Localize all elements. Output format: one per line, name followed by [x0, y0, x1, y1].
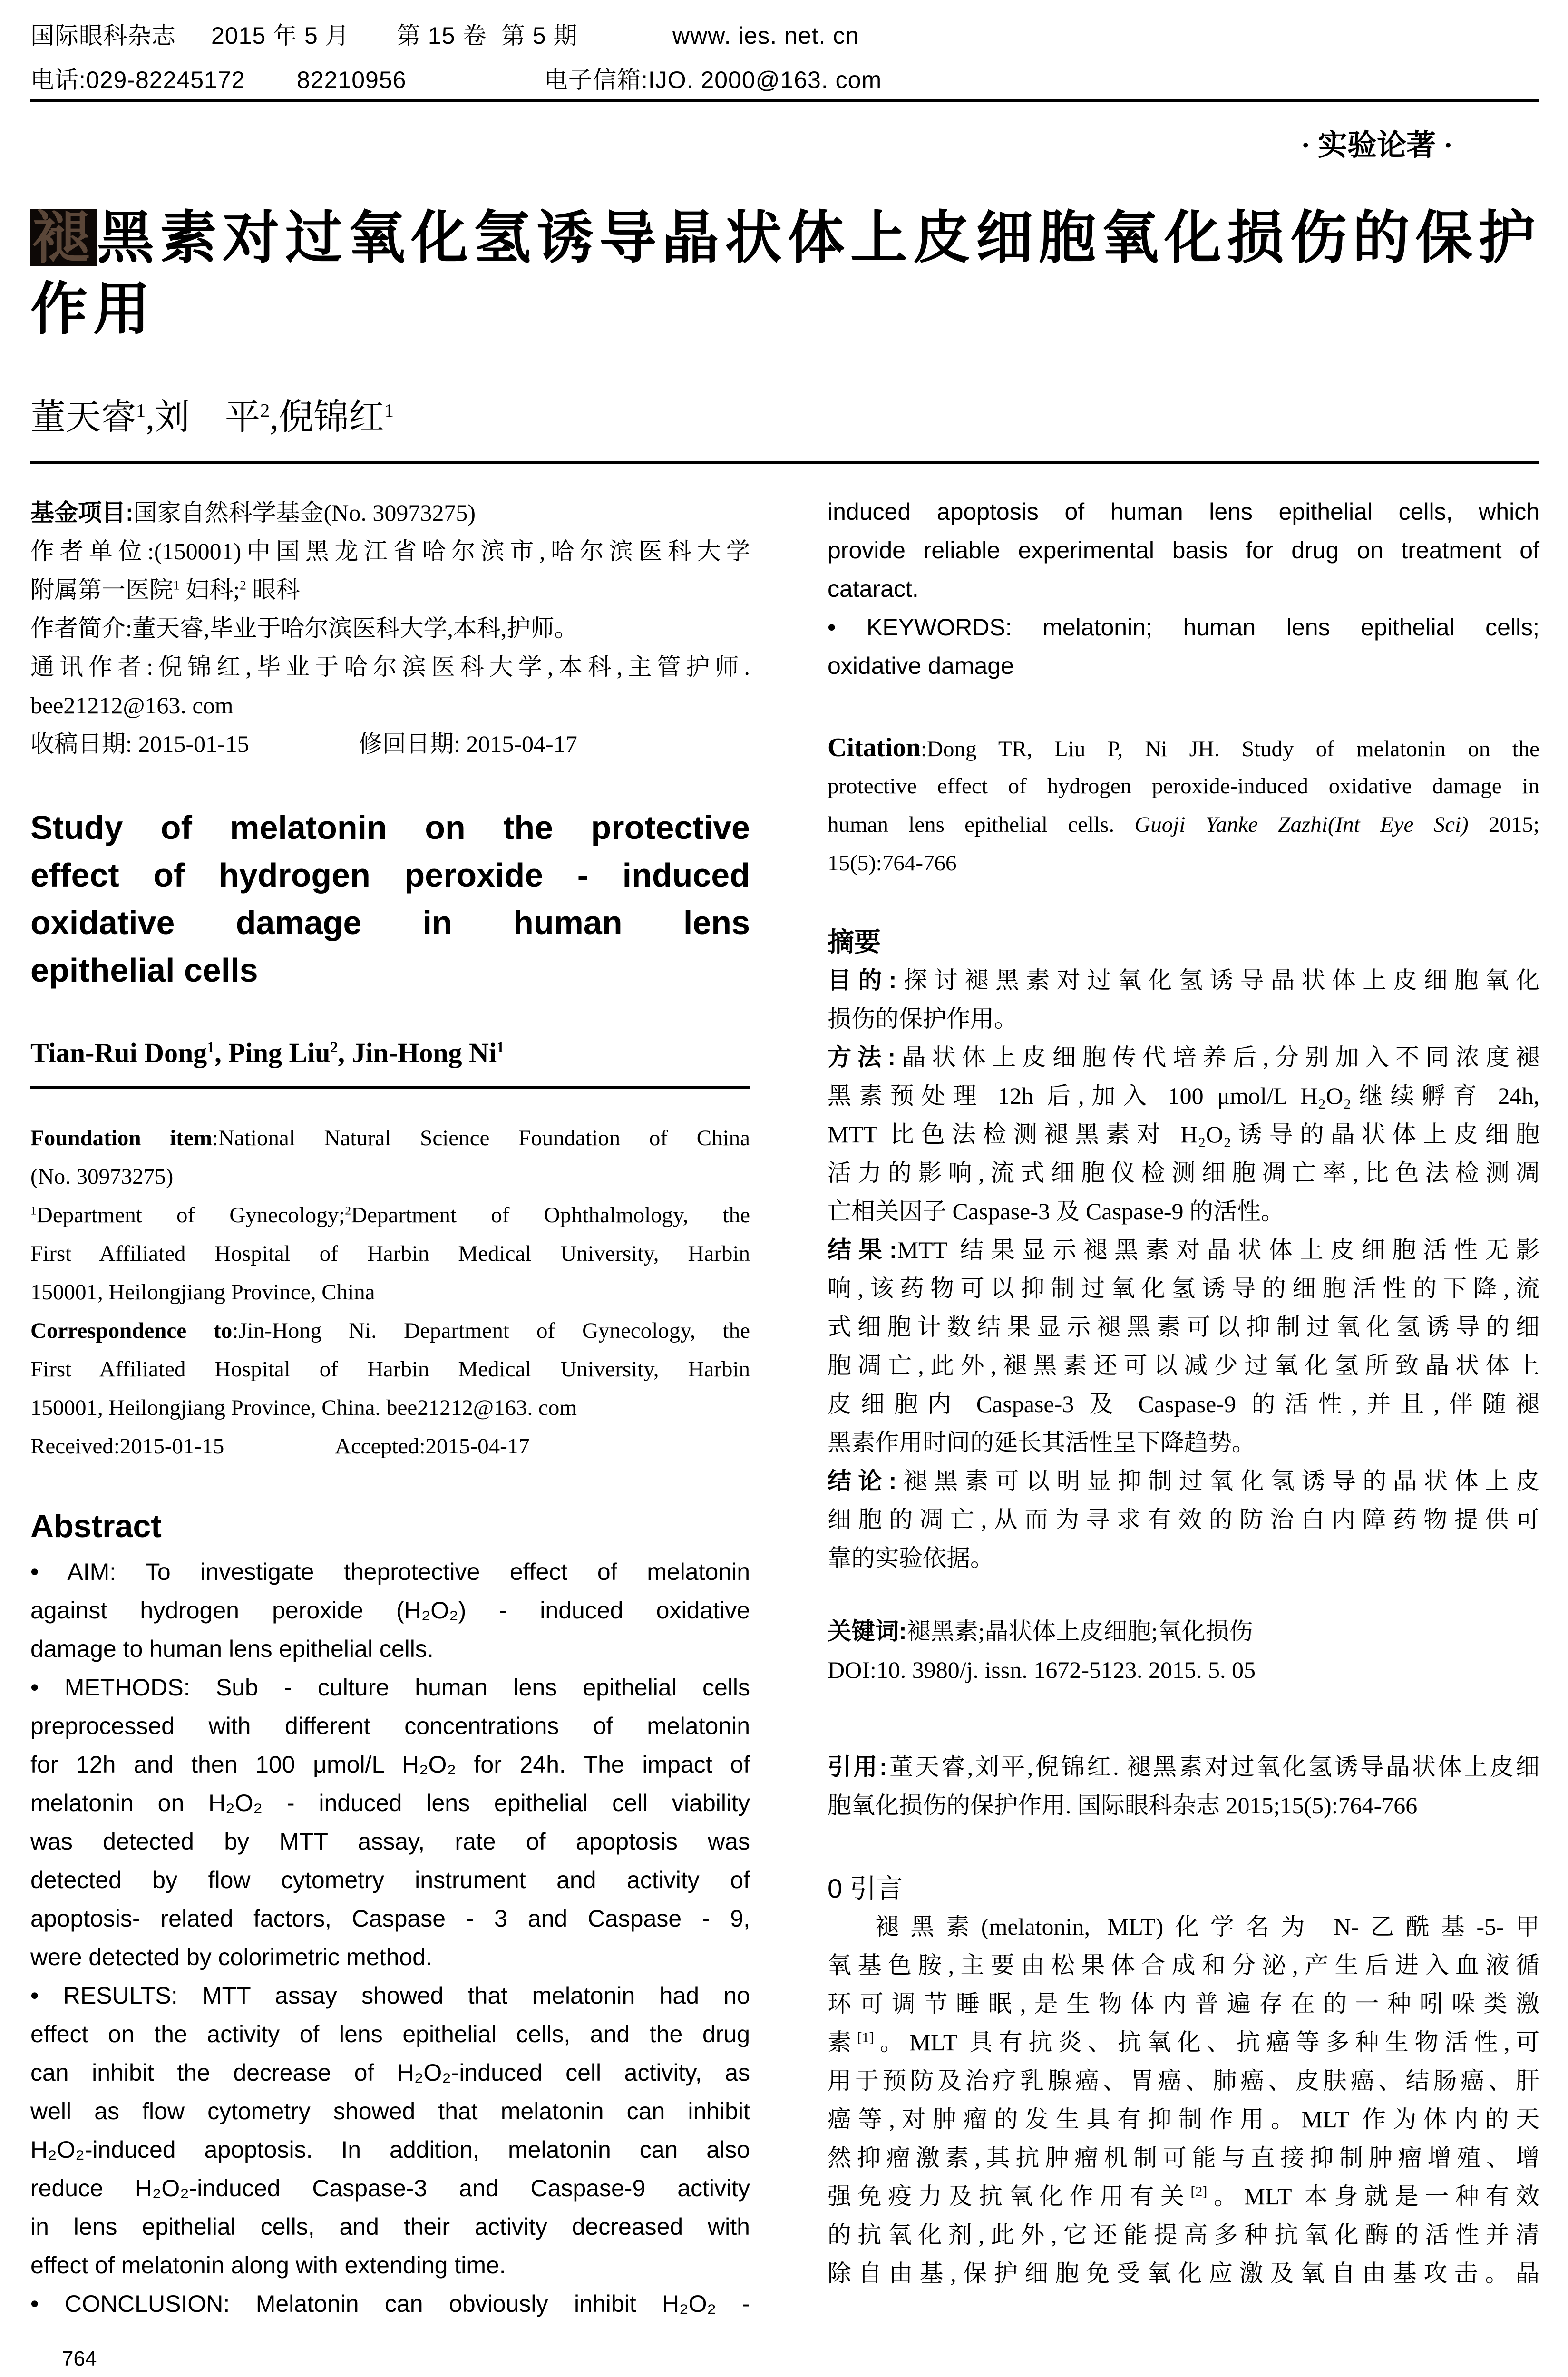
author-cn-1: 董天睿 — [30, 398, 136, 437]
corr-label: Correspondence to — [30, 1318, 233, 1343]
foundation-text: :National Natural Science Foundation of China — [212, 1126, 750, 1150]
dept-line-3: 150001, Heilongjiang Province, China — [30, 1280, 375, 1305]
citation-line-4: 15(5):764-766 — [828, 851, 957, 876]
received-en: Received:2015-01-15 — [30, 1434, 224, 1459]
author-en-3: Jin-Hong Ni — [351, 1037, 497, 1068]
dept-gynecology: Department of Gynecology; — [36, 1203, 345, 1227]
abstract-en-line: H₂O₂-induced apoptosis. In addition, melatonin can also — [30, 2136, 750, 2163]
authors-rule — [30, 461, 1539, 464]
title-first-char: 褪 — [30, 209, 97, 266]
abstract-en-line: detected by flow cytometry instrument and activity of — [30, 1867, 750, 1893]
intro-text-8a: 强免疫力及抗氧化作用有关 — [828, 2183, 1191, 2210]
intro-line-10: 除自由基,保护细胞免受氧化应激及氧自由基攻击。晶 — [828, 2260, 1539, 2287]
title-line-2: 作用 — [30, 277, 156, 341]
meta-en-block — [30, 1119, 750, 1466]
abstract-en-line: cataract. — [828, 575, 919, 602]
citation-text-1: :Dong TR, Liu P, Ni JH. Study of melatonin on the — [921, 737, 1539, 761]
journal-header-line1 — [30, 21, 859, 50]
dept-ophthalmology: Department of Ophthalmology, the — [351, 1203, 750, 1227]
reference-1-link[interactable]: [1] — [857, 2029, 874, 2046]
author-cn-1-affil: 1 — [136, 399, 146, 421]
abstract-cn-results-line: 黑素作用时间的延长其活性呈下降趋势。 — [828, 1429, 1256, 1456]
title-en-block — [30, 804, 750, 994]
fund-label: 基金项目: — [30, 499, 134, 526]
title-en-line-2: effect of hydrogen peroxide - induced — [30, 857, 750, 894]
intro-line-4 — [828, 2023, 1539, 2062]
abstract-en-line: provide reliable experimental basis for drug on treatment of — [828, 537, 1539, 564]
abstract-cn-results-line — [828, 1231, 1539, 1269]
citation-cn-line-1 — [828, 1748, 1539, 1786]
foundation-line-1 — [30, 1119, 750, 1158]
volume: 第 15 卷 — [397, 22, 487, 49]
citation-text-3: human lens epithelial cells. — [828, 812, 1135, 837]
intro-text-4b: 。MLT 具有抗炎、抗氧化、抗癌等多种生物活性,可 — [874, 2029, 1539, 2056]
citation-en — [828, 729, 1539, 883]
intro-line-7: 然抑瘤激素,其抗肿瘤机制可能与直接抑制肿瘤增殖、增 — [828, 2144, 1539, 2171]
intro-heading: 0 引言 — [828, 1873, 903, 1903]
abstract-en-line: • AIM: To investigate theprotective effect of melatonin — [30, 1559, 750, 1585]
abstract-en-line: was detected by MTT assay, rate of apoptosis was — [30, 1828, 750, 1855]
abstract-cn-results-text: MTT 结果显示褪黑素对晶状体上皮细胞活性无影 — [897, 1237, 1539, 1263]
abstract-cn-results-line: 胞凋亡,此外,褪黑素还可以减少过氧化氢所致晶状体上 — [828, 1352, 1539, 1379]
abstract-cn-aim-line — [828, 961, 1539, 1000]
abstract-cn-aim-text: 探讨褪黑素对过氧化氢诱导晶状体上皮细胞氧化 — [896, 967, 1540, 994]
abstract-en-line: effect on the activity of lens epithelial cells, and the drug — [30, 2021, 750, 2047]
author-sep: , — [146, 398, 155, 437]
keywords-cn — [828, 1612, 1539, 1651]
email-link[interactable]: 电子信箱:IJO. 2000@163. com — [544, 67, 882, 93]
section-tag: · 实验论著 · — [1301, 129, 1453, 162]
accepted-en: Accepted:2015-04-17 — [335, 1434, 530, 1459]
citation-line-3 — [828, 806, 1539, 844]
abstract-heading: Abstract — [30, 1508, 162, 1544]
unit-line-2 — [30, 571, 750, 609]
abstract-cn-methods-line: 亡相关因子 Caspase-3 及 Caspase-9 的活性。 — [828, 1198, 1285, 1225]
meta-cn-block — [30, 494, 750, 763]
intro-text-4a: 素 — [828, 2029, 857, 2056]
received-cn: 收稿日期: 2015-01-15 — [30, 731, 249, 757]
citation-line-1 — [828, 729, 1539, 767]
citation-line-2: protective effect of hydrogen peroxide-induced oxidative damage in — [828, 774, 1539, 799]
fund-line — [30, 494, 750, 532]
author-cn-3-affil: 1 — [384, 399, 394, 421]
foundation-line-2: (No. 30973275) — [30, 1164, 174, 1189]
abstract-cn-methods-line: MTT 比色法检测褪黑素对 H₂O₂诱导的晶状体上皮细胞 — [828, 1121, 1539, 1148]
abstract-cn-aim-line: 损伤的保护作用。 — [828, 1005, 1018, 1032]
intro-line-5: 用于预防及治疗乳腺癌、胃癌、肺癌、皮肤癌、结肠癌、肝 — [828, 2067, 1539, 2094]
dept-sup-2: 2 — [345, 1203, 351, 1218]
abstract-cn-conclusion-line — [828, 1462, 1539, 1500]
abstract-cn-results-line: 式细胞计数结果显示褪黑素可以抑制过氧化氢诱导的细 — [828, 1314, 1539, 1340]
introduction — [828, 1869, 1539, 2293]
title-en-line-3: oxidative damage in human lens — [30, 904, 750, 941]
unit-hospital: 附属第一医院 — [30, 576, 173, 603]
author-en-3-affil: 1 — [497, 1039, 505, 1056]
citation-journal: Guoji Yanke Zazhi(Int Eye Sci) — [1134, 812, 1469, 837]
abstract-en-line: • KEYWORDS: melatonin; human lens epithelial cells; — [828, 614, 1539, 641]
author-cn-2-affil: 2 — [260, 399, 270, 421]
dept-sup-1: 1 — [30, 1203, 37, 1218]
citation-cn-line-2: 胞氧化损伤的保护作用. 国际眼科杂志 2015;15(5):764-766 — [828, 1792, 1418, 1819]
corr-text: :Jin-Hong Ni. Department of Gynecology, the — [232, 1318, 750, 1343]
keywords-cn-text: 褪黑素;晶状体上皮细胞;氧化损伤 — [906, 1618, 1253, 1645]
intro-line-2: 氧基色胺,主要由松果体合成和分泌,产生后进入血液循 — [828, 1952, 1539, 1978]
abstract-en-line: in lens epithelial cells, and their activity decreased with — [30, 2213, 750, 2240]
title-line1-rest: 黑素对过氧化氢诱导晶状体上皮细胞氧化损伤的保护 — [97, 206, 1541, 270]
abstract-cn-methods-line: 黑素预处理 12h 后,加入 100 μmol/L H₂O₂继续孵育 24h, — [828, 1082, 1539, 1109]
abstract-cn-aim-label: 目的: — [828, 967, 897, 994]
abstract-en-line: damage to human lens epithelial cells. — [30, 1636, 434, 1662]
intro-line-6: 癌等,对肿瘤的发生具有抑制作用。MLT 作为体内的天 — [828, 2106, 1539, 2133]
authors-en-rule — [30, 1086, 750, 1089]
dates-en — [30, 1427, 750, 1466]
unit-sup-2: 2 — [240, 577, 246, 593]
abstract-cn-heading: 摘要 — [828, 927, 881, 957]
abstract-en-right — [828, 493, 1539, 685]
unit-sup-1: 1 — [173, 577, 180, 593]
abstract-cn-conclusion-line: 靠的实验依据。 — [828, 1545, 994, 1571]
citation-cn — [828, 1748, 1539, 1825]
foundation-label: Foundation item — [30, 1126, 212, 1150]
corresponding-email[interactable]: bee21212@163. com — [30, 692, 234, 719]
abstract-cn-conclusion-label: 结论: — [828, 1468, 897, 1494]
abstract-en-line: for 12h and then 100 μmol/L H₂O₂ for 24h. The impact of — [30, 1751, 750, 1778]
corr-line-3: 150001, Heilongjiang Province, China. bee21212@163. com — [30, 1395, 577, 1420]
author-sep: , — [214, 1037, 229, 1068]
authors-en — [30, 1037, 504, 1069]
abstract-cn-results-line: 皮细胞内 Caspase-3 及 Caspase-9 的活性,并且,伴随褪 — [828, 1391, 1539, 1417]
phone: 电话:029-82245172 — [30, 67, 245, 93]
abstract-en-line: reduce H₂O₂-induced Caspase-3 and Caspase-9 activity — [30, 2175, 750, 2202]
abstract-en-line: were detected by colorimetric method. — [30, 1944, 432, 1970]
abstract-en-line: melatonin on H₂O₂ - induced lens epithelial cell viability — [30, 1790, 750, 1816]
abstract-en-left — [30, 1553, 750, 2323]
author-cn-2: 刘 平 — [154, 398, 260, 437]
intro-line-8 — [828, 2177, 1539, 2216]
fund-text: 国家自然科学基金(No. 30973275) — [133, 499, 476, 526]
abstract-en-line: oxidative damage — [828, 653, 1014, 679]
corr-line-1 — [30, 1312, 750, 1350]
abstract-cn-methods-label: 方法: — [828, 1044, 896, 1071]
title-line-1 — [30, 202, 1543, 273]
author-sep: , — [270, 398, 279, 437]
abstract-en-line: against hydrogen peroxide (H₂O₂) - induced oxidative — [30, 1597, 750, 1624]
abstract-en-line: • CONCLUSION: Melatonin can obviously inhibit H₂O₂ - — [30, 2290, 750, 2317]
intro-text-8b: 。MLT 本身就是一种有效 — [1207, 2183, 1539, 2210]
abstract-cn-results-line: 响,该药物可以抑制过氧化氢诱导的细胞活性的下降,流 — [828, 1275, 1539, 1302]
abstract-cn-methods-line: 活力的影响,流式细胞仪检测细胞凋亡率,比色法检测凋 — [828, 1159, 1539, 1186]
issue: 第 5 期 — [501, 22, 578, 49]
dept-line-1 — [30, 1196, 750, 1235]
citation-label: Citation — [828, 733, 921, 762]
doi[interactable]: DOI:10. 3980/j. issn. 1672-5123. 2015. 5. 05 — [828, 1656, 1256, 1683]
abstract-en-line: effect of melatonin along with extending time. — [30, 2252, 506, 2279]
author-en-1: Tian-Rui Dong — [30, 1037, 207, 1068]
abstract-cn-conclusion-text: 褪黑素可以明显抑制过氧化氢诱导的晶状体上皮 — [896, 1468, 1540, 1494]
abstract-en-line: induced apoptosis of human lens epithelial cells, which — [828, 498, 1539, 525]
title-en-line-1: Study of melatonin on the protective — [30, 809, 750, 846]
authors-cn — [30, 389, 394, 439]
author-en-1-affil: 1 — [207, 1039, 215, 1056]
author-cn-3: 倪锦红 — [278, 398, 384, 437]
author-en-2: Ping Liu — [228, 1037, 331, 1068]
author-sep: , — [338, 1037, 352, 1068]
issue-date: 2015 年 5 月 — [211, 22, 350, 49]
unit-dept-2: 眼科 — [246, 576, 300, 603]
abstract-en-line: preprocessed with different concentrations of melatonin — [30, 1713, 750, 1739]
page-number: 764 — [62, 2347, 97, 2370]
journal-name: 国际眼科杂志 — [30, 22, 176, 49]
abstract-cn-methods-text: 晶状体上皮细胞传代培养后,分别加入不同浓度褪 — [896, 1044, 1539, 1071]
citation-cn-text-1: 董天睿,刘平,倪锦红. 褪黑素对过氧化氢诱导晶状体上皮细 — [887, 1754, 1539, 1780]
keywords-cn-label: 关键词: — [828, 1618, 907, 1645]
revised-cn: 修回日期: 2015-04-17 — [359, 731, 577, 757]
dept-line-2: First Affiliated Hospital of Harbin Medical University, Harbin — [30, 1241, 750, 1266]
abstract-cn — [828, 923, 1539, 1578]
phone-2: 82210956 — [297, 67, 407, 93]
abstract-en-line: • METHODS: Sub - culture human lens epithelial cells — [30, 1674, 750, 1701]
corr-line-2: First Affiliated Hospital of Harbin Medical University, Harbin — [30, 1357, 750, 1382]
keywords-doi-cn — [828, 1612, 1539, 1689]
author-bio: 作者简介:董天睿,毕业于哈尔滨医科大学,本科,护师。 — [30, 615, 578, 642]
abstract-cn-results-label: 结果: — [828, 1237, 897, 1263]
unit-line-1: 作者单位:(150001)中国黑龙江省哈尔滨市,哈尔滨医科大学 — [30, 538, 750, 565]
dates-cn — [30, 725, 750, 763]
intro-line-3: 环可调节睡眠,是生物体内普遍存在的一种吲哚类激 — [828, 1990, 1539, 2017]
abstract-cn-conclusion-line: 细胞的凋亡,从而为寻求有效的防治白内障药物提供可 — [828, 1506, 1539, 1533]
reference-2-link[interactable]: [2] — [1190, 2183, 1208, 2200]
intro-line-9: 的抗氧化剂,此外,它还能提高多种抗氧化酶的活性并清 — [828, 2221, 1539, 2248]
corresponding-author: 通讯作者:倪锦红,毕业于哈尔滨医科大学,本科,主管护师. — [30, 653, 750, 680]
citation-year: 2015; — [1468, 812, 1539, 837]
page-title-cn — [30, 202, 1543, 345]
website-link[interactable]: www. ies. net. cn — [672, 22, 859, 49]
author-en-2-affil: 2 — [330, 1039, 338, 1056]
abstract-cn-methods-line — [828, 1038, 1539, 1077]
intro-line-1: 褪黑素(melatonin, MLT)化学名为 N-乙酰基-5-甲 — [875, 1913, 1539, 1940]
header-rule — [30, 99, 1539, 102]
abstract-en-line: • RESULTS: MTT assay showed that melatonin had no — [30, 1982, 750, 2009]
citation-cn-label: 引用: — [828, 1754, 887, 1780]
title-en-line-4: epithelial cells — [30, 952, 258, 989]
journal-header-line2 — [30, 66, 882, 94]
abstract-en-line: can inhibit the decrease of H₂O₂-induced cell activity, as — [30, 2059, 750, 2086]
abstract-en-line: apoptosis- related factors, Caspase - 3 and Caspase - 9, — [30, 1905, 750, 1932]
abstract-en-line: well as flow cytometry showed that melatonin can inhibit — [30, 2098, 750, 2124]
unit-dept-1: 妇科; — [179, 576, 240, 603]
